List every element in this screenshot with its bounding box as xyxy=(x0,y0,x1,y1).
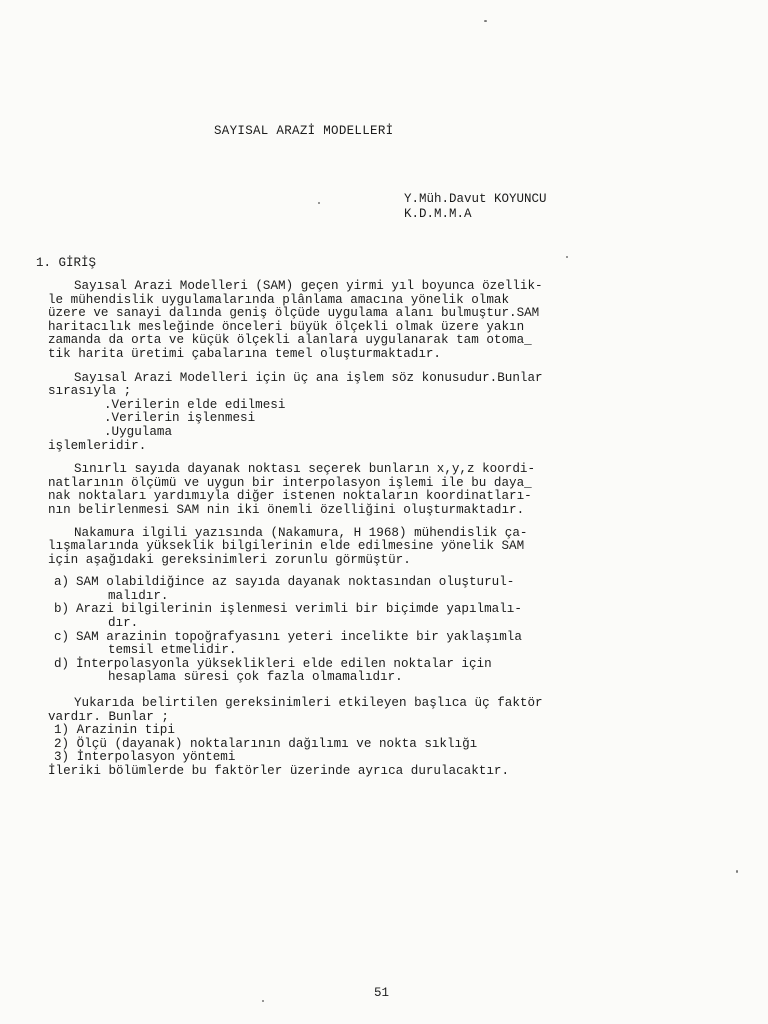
text-line: Nakamura ilgili yazısında (Nakamura, H 1968) mühendislik ça- xyxy=(74,525,528,540)
document-body xyxy=(48,280,628,779)
scan-speck xyxy=(736,870,738,873)
closing-line: İleriki bölümlerde bu faktörler üzerinde ayrıca durulacaktır. xyxy=(48,764,510,778)
section-heading: 1. GİRİŞ xyxy=(36,256,97,270)
list-item xyxy=(48,631,628,658)
scan-speck xyxy=(262,1000,264,1002)
text-line: sırasıyla ; xyxy=(48,384,132,399)
list-label: a) xyxy=(54,575,70,590)
scan-speck xyxy=(484,20,487,22)
text-line: SAM arazinin topoğrafyasını yeteri incelikte bir yaklaşımla xyxy=(76,629,522,644)
list-label: c) xyxy=(54,629,70,644)
text-line: SAM olabildiğince az sayıda dayanak noktasından oluşturul- xyxy=(76,575,515,590)
author-block xyxy=(404,192,547,222)
text-line: İnterpolasyonla yükseklikleri elde edilen noktalar için xyxy=(76,656,492,671)
text-line: Sayısal Arazi Modelleri için üç ana işlem söz konusudur.Bunlar xyxy=(74,370,543,385)
text-line: üzere ve sanayi dalında geniş ölçüde uygulama alanı bulmuştur.SAM xyxy=(48,306,540,321)
text-line: zamanda da orta ve küçük ölçekli alanlara uygulanarak tam otoma_ xyxy=(48,333,532,348)
text-line: nak noktaları yardımıyla diğer istenen noktaların koordinatları- xyxy=(48,489,532,504)
list-item: 3) İnterpolasyon yöntemi xyxy=(54,750,236,765)
list-item xyxy=(48,603,628,630)
text-line: nın belirlenmesi SAM nin iki önemli özelliğini oluşturmaktadır. xyxy=(48,502,525,517)
list-item: 2) Ölçü (dayanak) noktalarının dağılımı ve nokta sıklığı xyxy=(54,736,478,751)
paragraph-5 xyxy=(48,697,628,779)
requirements-list xyxy=(48,576,628,685)
list-item: .Uygulama xyxy=(104,424,173,439)
list-label: b) xyxy=(54,602,70,617)
document-title: SAYISAL ARAZİ MODELLERİ xyxy=(214,124,394,138)
paragraph-2 xyxy=(48,372,628,454)
text-line: Sayısal Arazi Modelleri (SAM) geçen yirmi yıl boyunca özellik- xyxy=(74,279,543,293)
text-line: için aşağıdaki gereksinimleri zorunlu görmüştür. xyxy=(48,552,411,567)
text-line: Sınırlı sayıda dayanak noktası seçerek bunların x,y,z koordi- xyxy=(74,462,536,477)
text-line: haritacılık mesleğinde önceleri büyük ölçekli olmak üzere yakın xyxy=(48,319,525,334)
text-line: hesaplama süresi çok fazla olmamalıdır. xyxy=(108,670,403,685)
text-line: le mühendislik uygulamalarında plânlama amacına yönelik olmak xyxy=(48,292,510,307)
author-affiliation: K.D.M.M.A xyxy=(404,207,472,221)
text-line: vardır. Bunlar ; xyxy=(48,709,169,724)
text-line: işlemleridir. xyxy=(48,438,147,453)
author-name: Y.Müh.Davut KOYUNCU xyxy=(404,192,547,206)
list-label: d) xyxy=(54,656,70,671)
list-item: .Verilerin işlenmesi xyxy=(104,411,256,426)
list-item xyxy=(48,658,628,685)
paragraph-4 xyxy=(48,527,628,568)
list-item xyxy=(48,576,628,603)
page-number: 51 xyxy=(374,986,390,1000)
text-line: temsil etmelidir. xyxy=(108,643,237,658)
text-line: Yukarıda belirtilen gereksinimleri etkileyen başlıca üç faktör xyxy=(74,696,543,711)
text-line: natlarının ölçümü ve uygun bir interpolasyon işlemi ile bu daya_ xyxy=(48,475,532,490)
scan-speck xyxy=(566,256,568,258)
text-line: tik harita üretimi çabalarına temel oluşturmaktadır. xyxy=(48,346,441,361)
scan-speck xyxy=(318,202,320,204)
list-item: 1) Arazinin tipi xyxy=(54,723,175,738)
paragraph-3 xyxy=(48,463,628,517)
paragraph-1 xyxy=(48,280,628,362)
text-line: malıdır. xyxy=(108,588,169,603)
text-line: Arazi bilgilerinin işlenmesi verimli bir biçimde yapılmalı- xyxy=(76,602,522,617)
text-line: lışmalarında yükseklik bilgilerinin elde edilmesine yönelik SAM xyxy=(48,539,525,554)
list-item: .Verilerin elde edilmesi xyxy=(104,397,286,412)
text-line: dır. xyxy=(108,616,139,631)
